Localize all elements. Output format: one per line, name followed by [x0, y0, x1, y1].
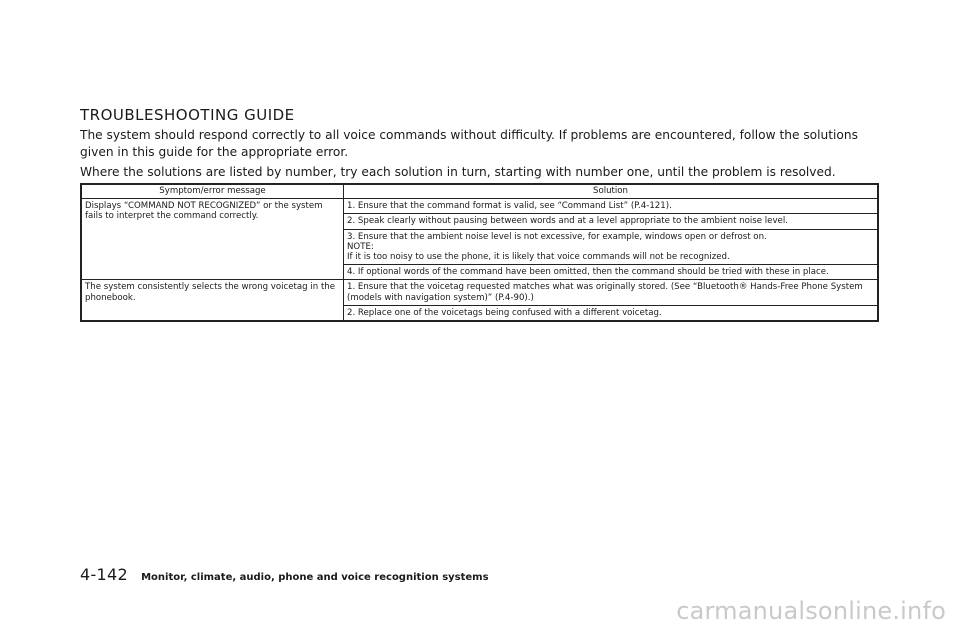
section-title: TROUBLESHOOTING GUIDE [80, 106, 295, 124]
table-row [81, 280, 878, 305]
symptom-cell: The system consistently selects the wrong voicetag in the phonebook. [81, 280, 344, 321]
troubleshooting-table [80, 183, 879, 322]
intro-paragraph-1: The system should respond correctly to all voice commands without difficulty. If problems are encountered, follow the solutions given in this guide for the appropriate error. [80, 128, 858, 159]
header-symptom: Symptom/error message [81, 184, 344, 199]
watermark: carmanualsonline.info [676, 597, 946, 625]
chapter-title: Monitor, climate, audio, phone and voice recognition systems [141, 572, 489, 583]
table-row [81, 199, 878, 214]
solution-cell: 1. Ensure that the command format is valid, see “Command List” (P.4-121). [344, 199, 879, 214]
table-header-row [81, 184, 878, 199]
solution-cell: 2. Replace one of the voicetags being confused with a different voicetag. [344, 305, 879, 321]
header-solution: Solution [344, 184, 879, 199]
solution-cell: 3. Ensure that the ambient noise level is not excessive, for example, windows open or defrost on. NOTE: If it is too noisy to use the phone, it is likely that voice commands will not be recognized. [344, 229, 879, 265]
intro-paragraph-2: Where the solutions are listed by number, try each solution in turn, starting with number one, until the problem is resolved. [80, 165, 836, 179]
solution-cell: 1. Ensure that the voicetag requested matches what was originally stored. (See “Bluetooth® Hands-Free Phone System (models with navigation system)” (P.4-90).) [344, 280, 879, 305]
page-footer [80, 565, 489, 584]
page-number: 4-142 [80, 565, 128, 584]
solution-cell: 2. Speak clearly without pausing between words and at a level appropriate to the ambient noise level. [344, 214, 879, 229]
solution-cell: 4. If optional words of the command have been omitted, then the command should be tried with these in place. [344, 265, 879, 280]
symptom-cell: Displays “COMMAND NOT RECOGNIZED” or the system fails to interpret the command correctly. [81, 199, 344, 280]
